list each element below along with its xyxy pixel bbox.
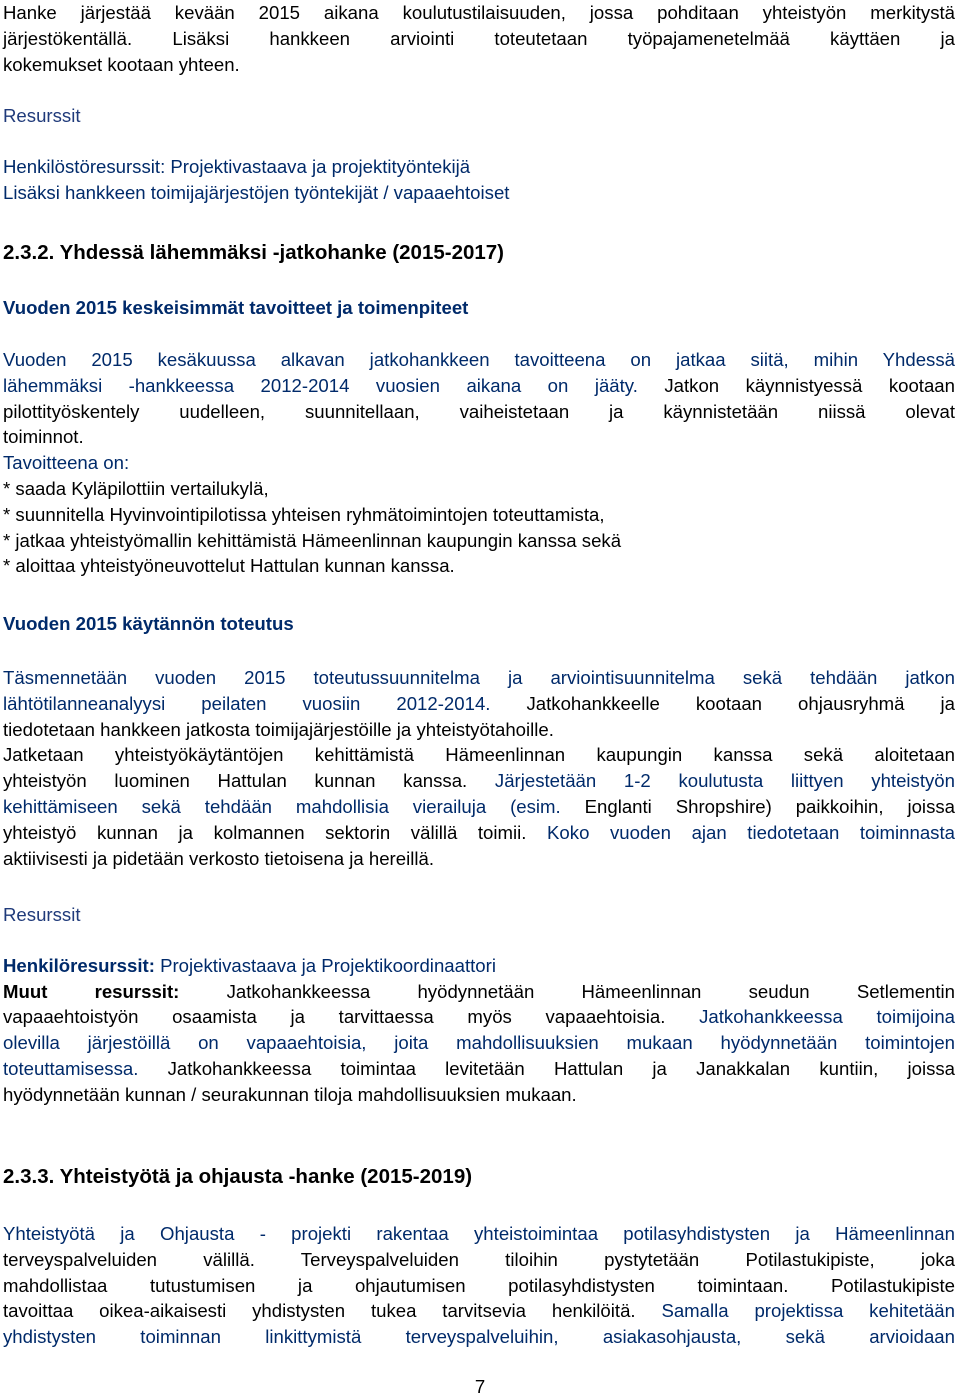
text-line: Henkilöstöresurssit: Projektivastaava ja projektityöntekijä xyxy=(3,155,471,177)
subheading-implementation: Vuoden 2015 käytännön toteutus xyxy=(3,613,294,634)
section-heading-2-3-3: 2.3.3. Yhteistyötä ja ohjausta -hanke (2015-2019) xyxy=(3,1165,473,1188)
text-span: lähemmäksi -hankkeessa 2012-2014 vuosien aikana on jääty. xyxy=(3,374,638,396)
text-span: toteuttamisessa. xyxy=(3,1057,139,1079)
text-line: järjestökentällä. Lisäksi hankkeen arviointi toteutetaan työpajamenetelmää käyttäen ja xyxy=(3,27,955,49)
section-2-3-3-paragraph xyxy=(3,1221,955,1350)
text-span: Samalla projektissa kehitetään xyxy=(661,1300,955,1322)
text-span: Jatkon käynnistyessä kootaan xyxy=(664,374,955,396)
goal-item: * saada Kyläpilottiin vertailukylä, xyxy=(3,477,269,499)
label-henkiloresurssit: Henkilöresurssit: xyxy=(3,954,155,976)
text-span: Jatkohankkeelle kootaan ohjausryhmä ja xyxy=(526,692,955,714)
text-span: tavoittaa oikea-aikaisesti yhdistysten tukea tarvitsevia henkilöitä. xyxy=(3,1300,636,1322)
resources-block-2 xyxy=(3,902,955,1108)
subheading-goals: Vuoden 2015 keskeisimmät tavoitteet ja toimenpiteet xyxy=(3,297,469,318)
text-span: yhteistyö kunnan ja kolmannen sektorin välillä toimii. xyxy=(3,821,527,843)
label-muut-resurssit: Muut resurssit: xyxy=(3,980,180,1002)
text-span: Koko vuoden ajan tiedotetaan toiminnasta xyxy=(547,821,955,843)
resources-heading: Resurssit xyxy=(3,105,81,126)
text-line: Hanke järjestää kevään 2015 aikana koulutustilaisuuden, jossa pohditaan yhteistyön merkitystä xyxy=(3,2,955,23)
text-line: toiminnot. xyxy=(3,426,84,448)
text-line: yhdistysten toiminnan linkittymistä terveyspalveluihin, asiakasohjausta, sekä arvioidaan xyxy=(3,1326,955,1348)
text-line: Jatketaan yhteistyökäytäntöjen kehittämistä Hämeenlinnan kaupungin kanssa sekä aloitetaan xyxy=(3,744,955,766)
intro-paragraph xyxy=(3,0,955,77)
text-line: mahdollistaa tutustumisen ja ohjautumisen potilasyhdistysten toimintaan. Potilastukipiste xyxy=(3,1274,955,1296)
text-line: Täsmennetään vuoden 2015 toteutussuunnitelma ja arviointisuunnitelma sekä tehdään jatkon xyxy=(3,667,955,688)
text-line: Lisäksi hankkeen toimijajärjestöjen työntekijät / vapaaehtoiset xyxy=(3,181,510,203)
resources-heading: Resurssit xyxy=(3,904,81,925)
text-line: terveyspalveluiden välillä. Terveyspalveluiden tiloihin pystytetään Potilastukipiste, joka xyxy=(3,1248,955,1270)
text-span: Järjestetään 1-2 koulutusta liittyen yhteistyön xyxy=(494,770,955,792)
text-line: kokemukset kootaan yhteen. xyxy=(3,53,240,75)
goals-paragraph xyxy=(3,347,955,579)
page-number: 7 xyxy=(474,1376,486,1397)
text-line: olevilla järjestöillä on vapaaehtoisia, joita mahdollisuuksien mukaan hyödynnetään toimintojen xyxy=(3,1032,955,1054)
text-line: hyödynnetään kunnan / seurakunnan tiloja mahdollisuuksien mukaan. xyxy=(3,1083,577,1105)
implementation-paragraph xyxy=(3,665,955,871)
text-span: Projektivastaava ja Projektikoordinaattori xyxy=(154,954,496,976)
goal-item: * suunnitella Hyvinvointipilotissa yhteisen ryhmätoimintojen toteuttamista, xyxy=(3,503,605,525)
text-span: Jatkohankkeessa hyödynnetään Hämeenlinnan seudun Setlementin xyxy=(226,980,956,1002)
text-line: Yhteistyötä ja Ohjausta - projekti rakentaa yhteistoimintaa potilasyhdistysten ja Hämeenlinnan xyxy=(3,1223,955,1244)
goal-item: * aloittaa yhteistyöneuvottelut Hattulan kunnan kanssa. xyxy=(3,555,455,577)
text-span: Jatkohankkeessa toimijoina xyxy=(699,1006,955,1028)
text-line: pilottityöskentely uudelleen, suunnitellaan, vaiheistetaan ja käynnistetään niissä olevat xyxy=(3,400,955,422)
goals-intro: Tavoitteena on: xyxy=(3,452,130,474)
text-span: Englanti Shropshire) paikkoihin, joissa xyxy=(584,795,955,817)
text-span: yhteistyön luominen Hattulan kunnan kanssa. xyxy=(3,770,468,792)
text-line: Vuoden 2015 kesäkuussa alkavan jatkohankkeen tavoitteena on jatkaa siitä, mihin Yhdessä xyxy=(3,349,955,370)
text-line: tiedotetaan hankkeen jatkosta toimijajärjestöille ja yhteistyötahoille. xyxy=(3,718,554,740)
text-span: lähtötilanneanalyysi peilaten vuosiin 2012-2014. xyxy=(3,692,491,714)
text-line: aktiivisesti ja pidetään verkosto tietoisena ja hereillä. xyxy=(3,847,434,869)
text-span: kehittämiseen sekä tehdään mahdollisia vierailuja (esim. xyxy=(3,795,561,817)
text-span: Jatkohankkeessa toimintaa levitetään Hattulan ja Janakkalan kuntiin, joissa xyxy=(167,1057,956,1079)
goal-item: * jatkaa yhteistyömallin kehittämistä Hämeenlinnan kaupungin kanssa sekä xyxy=(3,529,622,551)
resources-block-1 xyxy=(3,103,955,205)
text-span: vapaaehtoistyön osaamista ja tarvittaessa myös vapaaehtoisia. xyxy=(3,1006,666,1028)
section-heading-2-3-2: 2.3.2. Yhdessä lähemmäksi -jatkohanke (2015-2017) xyxy=(3,241,505,264)
